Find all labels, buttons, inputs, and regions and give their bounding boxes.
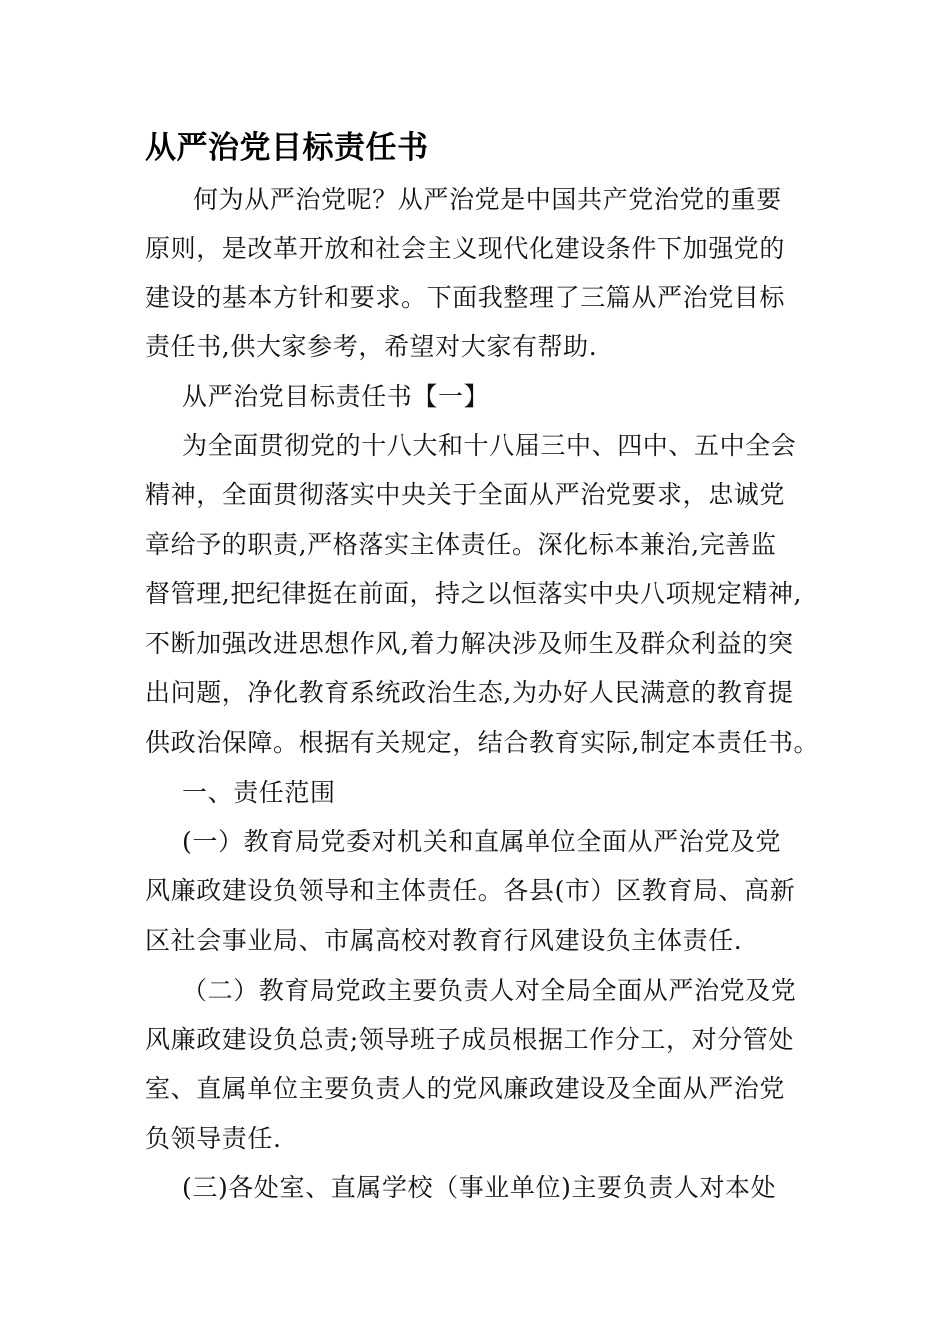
paragraph-line: (一）教育局党委对机关和直属单位全面从严治党及党 [182,827,782,856]
paragraph-line: 不断加强改进思想作风,着力解决涉及师生及群众利益的突 [145,629,794,658]
paragraph-line: 精神，全面贯彻落实中央关于全面从严治党要求，忠诚党 [145,480,786,509]
paragraph-line: 出问题，净化教育系统政治生态,为办好人民满意的教育提 [145,678,794,707]
paragraph-line: 风廉政建设负总责;领导班子成员根据工作分工，对分管处 [145,1025,795,1054]
paragraph-line: 责任书,供大家参考，希望对大家有帮助. [145,332,598,361]
paragraph-line: 负领导责任. [145,1124,282,1153]
paragraph-line: （二）教育局党政主要负责人对全局全面从严治党及党 [182,976,797,1005]
paragraph-line: 督管理,把纪律挺在前面，持之以恒落实中央八项规定精神, [145,579,803,608]
paragraph-line: 风廉政建设负领导和主体责任。各县(市）区教育局、高新 [145,876,796,905]
paragraph-line: 原则，是改革开放和社会主义现代化建设条件下加强党的 [145,234,786,263]
paragraph-line: 为全面贯彻党的十八大和十八届三中、四中、五中全会 [182,431,797,460]
document-title: 从严治党目标责任书 [145,130,429,166]
section-heading: 从严治党目标责任书【一】 [182,382,490,411]
paragraph-line: 室、直属单位主要负责人的党风廉政建设及全面从严治党 [145,1074,786,1103]
paragraph-line: 章给予的职责,严格落实主体责任。深化标本兼治,完善监 [145,530,777,559]
paragraph-line: 供政治保障。根据有关规定，结合教育实际,制定本责任书。 [145,728,820,757]
paragraph-line: 何为从严治党呢？从严治党是中国共产党治党的重要 [193,185,782,214]
paragraph-line: 区社会事业局、市属高校对教育行风建设负主体责任. [145,926,743,955]
paragraph-line: (三)各处室、直属学校（事业单位)主要负责人对本处 [182,1173,777,1202]
paragraph-line: 建设的基本方针和要求。下面我整理了三篇从严治党目标 [145,283,786,312]
section-heading: 一、责任范围 [182,778,336,807]
